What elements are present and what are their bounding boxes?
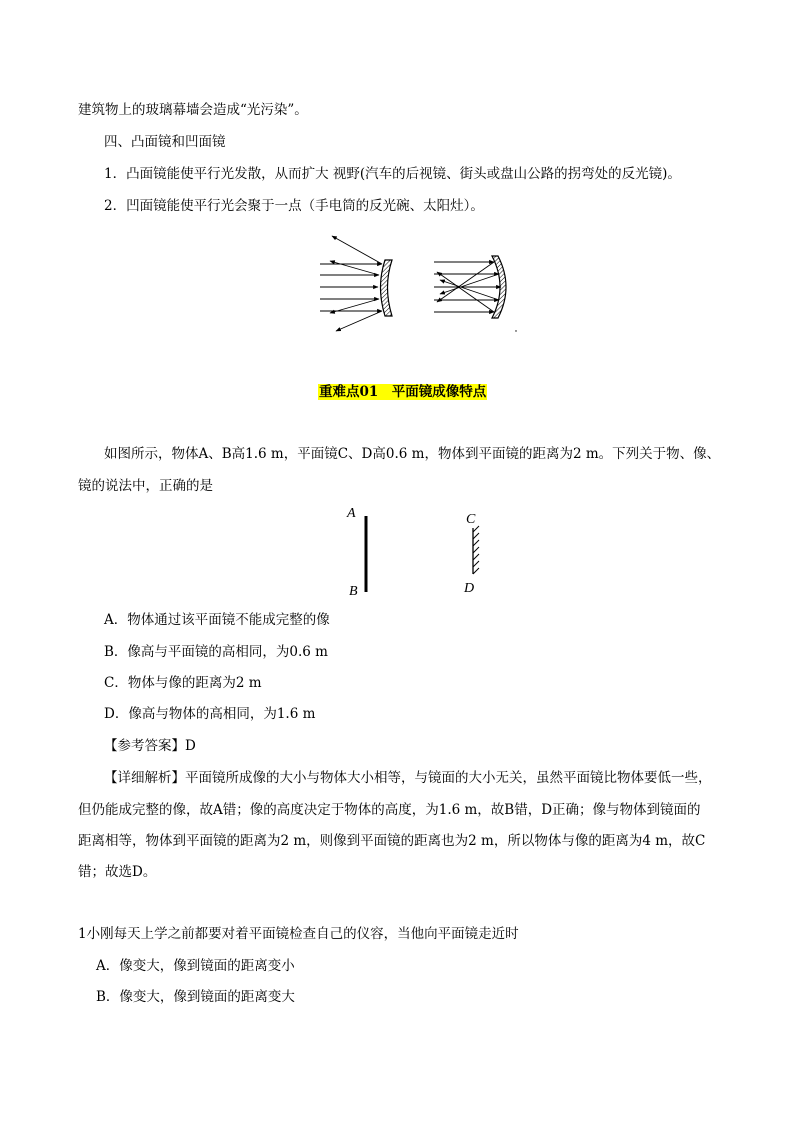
practice-option-b: B．像变大，像到镜面的距离变大	[96, 989, 295, 1005]
option-c: C．物体与像的距离为2 m	[104, 675, 262, 691]
plane-mirror-cd	[473, 526, 479, 574]
intro-line: 建筑物上的玻璃幕墙会造成“光污染”。	[78, 102, 308, 118]
explanation-line: 距离相等，物体到平面镜的距离为2 m，则像到平面镜的距离也为2 m，所以物体与像的距离为4 m，故C	[78, 833, 706, 849]
option-b: B．像高与平面镜的高相同，为0.6 m	[104, 644, 328, 660]
figure-lines	[360, 512, 490, 594]
section-heading	[318, 382, 487, 402]
mirror-diagram	[312, 232, 522, 337]
label-b: B	[349, 584, 358, 599]
label-a: A	[347, 506, 356, 521]
list-item: 2．凹面镜能使平行光会聚于一点（手电筒的反光碗、太阳灶）。	[104, 198, 484, 214]
question-stem: 如图所示，物体A、B高1.6 m，平面镜C、D高0.6 m，物体到平面镜的距离为2 m。下列关于物、像、	[104, 446, 721, 462]
practice-option-a: A．像变大，像到镜面的距离变小	[96, 958, 295, 974]
explanation-line: 【详细解析】平面镜所成像的大小与物体大小相等，与镜面的大小无关，虽然平面镜比物体要低一些，	[104, 770, 712, 786]
reference-answer: 【参考答案】D	[104, 738, 196, 754]
explanation-line: 但仍能成完整的像，故A错；像的高度决定于物体的高度，为1.6 m，故B错，D正确；像与物体到镜面的	[78, 802, 701, 818]
label-d: D	[464, 581, 475, 596]
option-a: A．物体通过该平面镜不能成完整的像	[104, 612, 330, 628]
concave-mirror	[434, 256, 506, 318]
list-item: 1．凸面镜能使平行光发散，从而扩大 视野(汽车的后视镜、街头或盘山公路的拐弯处的反光镜)。	[104, 166, 681, 182]
convex-mirror	[320, 236, 392, 331]
label-c: C	[466, 512, 476, 527]
heading-highlight: 重难点01 平面镜成像特点	[319, 384, 487, 400]
option-d: D．像高与物体的高相同，为1.6 m	[104, 706, 316, 722]
question-stem-cont: 镜的说法中，正确的是	[78, 478, 213, 494]
explanation-line: 错；故选D。	[78, 864, 157, 880]
section-title: 四、凸面镜和凹面镜	[104, 134, 226, 150]
practice-stem: 1小刚每天上学之前都要对着平面镜检查自己的仪容，当他向平面镜走近时	[78, 926, 519, 942]
